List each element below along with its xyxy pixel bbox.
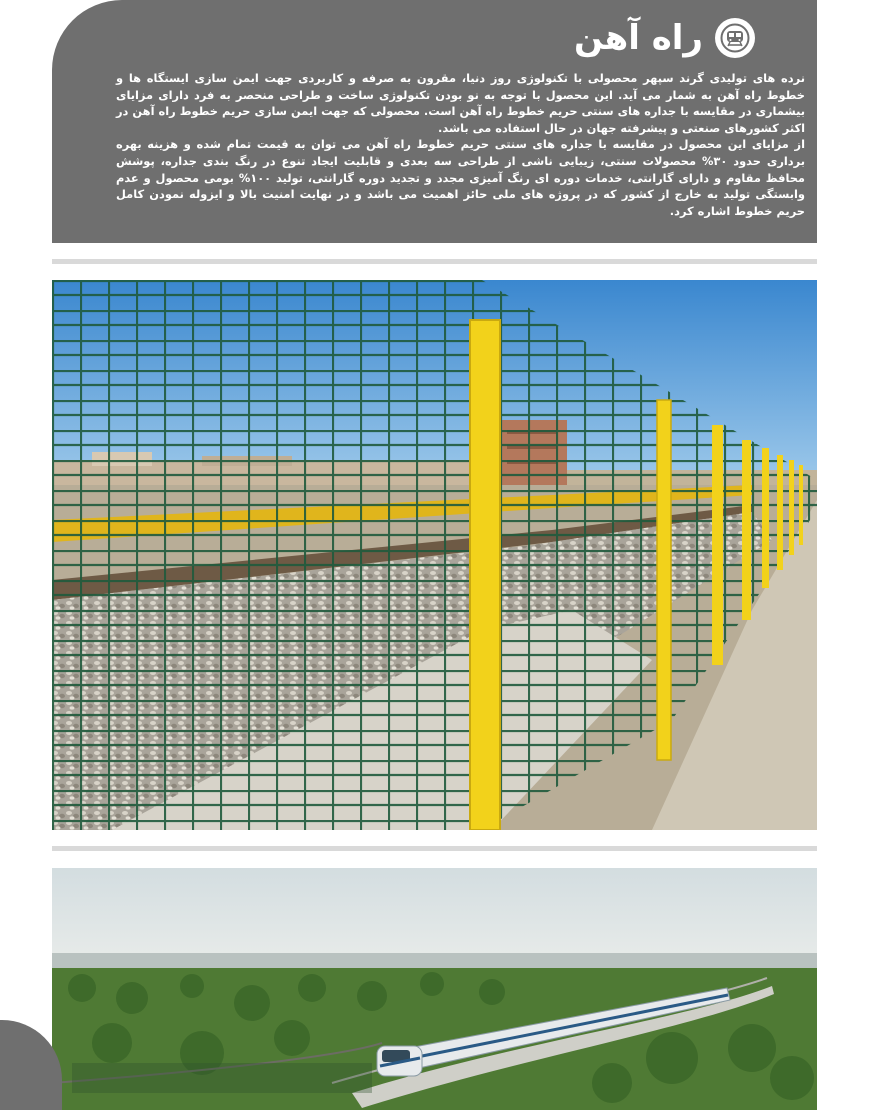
description-paragraph-2: از مزایای این محصول در مقایسه با جداره های سنتی حریم خطوط راه آهن می توان به قیمت تمام شده و هزینه بهره برداری حدود ۳۰% محصولات سنتی، زیبایی ناشی از طراحی سه بعدی و قابلیت ایجاد تنوع در رنگ بندی جداره، پوشش محافظ مقاوم و دارای گارانتی، خدمات دوره ای رنگ آمیزی مجدد و تجدید دوره گارانتی، تولید ۱۰۰% بومی محصول و عدم وابستگی تولید به خارج از کشور که در پروژه های ملی حائز اهمیت می باشد و در نهایت امنیت بالا و ایزوله نمودن کامل حریم خطوط اشاره کرد. xyxy=(116,137,805,218)
header-card xyxy=(52,0,817,243)
page-title: راه آهن xyxy=(574,18,703,58)
train-photo-image xyxy=(52,868,817,1110)
description-text xyxy=(116,70,805,219)
description-paragraph-1: نرده های تولیدی گرند سپهر محصولی با تکنولوژی روز دنیا، مقرون به صرفه و کاربردی جهت ایمن سازی ایستگاه ها و خطوط راه آهن به شمار می آید. این محصول با توجه به نو بودن تکنولوژی ساخت و طراحی منحصر به فرد دارای مزایای بیشماری در مقایسه با جداره های سنتی حریم خطوط راه آهن است. محصولی که جهت ایمن سازی حریم خطوط راه آهن در اکثر کشورهای صنعتی و پیشرفته جهان در حال استفاده می باشد. xyxy=(116,71,805,135)
separator-top xyxy=(52,259,817,264)
fence-photo-image xyxy=(52,280,817,830)
train-photo xyxy=(52,868,817,1110)
separator-bottom xyxy=(52,846,817,851)
fence-photo xyxy=(52,280,817,830)
train-icon xyxy=(715,18,755,58)
title-row xyxy=(574,14,755,62)
